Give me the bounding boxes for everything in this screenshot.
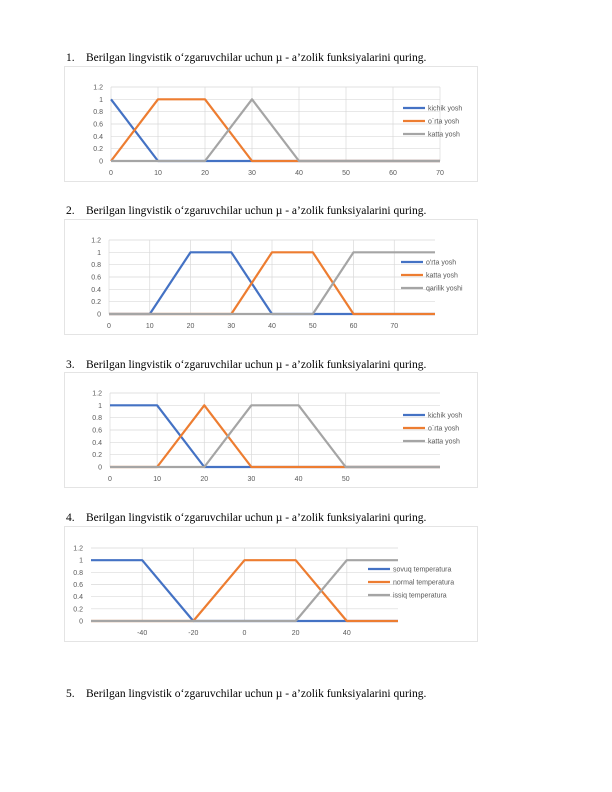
legend-label: katta yosh [426, 272, 458, 280]
legend-label: kichik yosh [428, 412, 463, 420]
y-tick-label: 1 [98, 402, 102, 410]
legend-label: o`rta yosh [428, 118, 460, 126]
task-2-heading [66, 205, 426, 217]
x-tick-label: 30 [247, 476, 256, 483]
legend-label: sovuq temperatura [393, 566, 452, 574]
task-number: 1. [66, 52, 75, 64]
x-tick-label: -40 [137, 630, 148, 637]
task-number: 2. [66, 205, 75, 217]
y-tick-label: 1.2 [92, 390, 102, 398]
legend-label: o'rta yosh [426, 259, 457, 267]
task-text: Berilgan lingvistik o‘zgaruvchilar uchun µ - a’zolik funksiyalarini quring. [86, 688, 427, 700]
task-number: 5. [66, 688, 75, 700]
task-5-heading [66, 688, 426, 700]
task-text: Berilgan lingvistik o‘zgaruvchilar uchun µ - a’zolik funksiyalarini quring. [86, 205, 427, 217]
x-tick-label: 50 [342, 170, 350, 177]
y-tick-label: 1.2 [91, 237, 101, 245]
x-tick-label: 0 [242, 630, 247, 637]
chart-3-svg [65, 373, 479, 489]
chart-4 [64, 526, 478, 642]
series-line-3 [111, 99, 440, 161]
series-line-3 [110, 405, 440, 467]
y-tick-label: 1.2 [93, 84, 103, 92]
y-tick-label: 0.4 [91, 286, 101, 294]
x-tick-label: 40 [294, 476, 303, 483]
y-tick-label: 0.6 [91, 274, 101, 282]
y-tick-label: 0.8 [73, 569, 83, 577]
x-tick-label: 10 [153, 476, 162, 483]
chart-4-svg [65, 527, 479, 643]
task-number: 4. [66, 512, 75, 524]
y-tick-label: 0 [99, 158, 103, 166]
chart-1-svg [65, 67, 479, 183]
y-tick-label: 0.2 [93, 146, 103, 154]
y-tick-label: 1 [99, 96, 103, 104]
y-tick-label: 0.2 [92, 452, 102, 460]
y-tick-label: 0 [97, 311, 101, 319]
x-tick-label: 40 [342, 630, 351, 637]
y-tick-label: 0.6 [92, 427, 102, 435]
chart-2 [64, 219, 478, 335]
y-tick-label: 0.8 [93, 109, 103, 117]
x-tick-label: 70 [436, 170, 444, 177]
x-tick-label: 20 [200, 476, 209, 483]
y-tick-label: 1 [79, 557, 83, 565]
task-text: Berilgan lingvistik o‘zgaruvchilar uchun µ - a’zolik funksiyalarini quring. [86, 359, 427, 371]
y-tick-label: 0.4 [73, 594, 83, 602]
x-tick-label: 0 [109, 170, 113, 177]
y-tick-label: 0.8 [91, 262, 101, 270]
legend-label: katta yosh [428, 438, 460, 446]
x-tick-label: 20 [201, 170, 209, 177]
task-3-heading [66, 359, 426, 371]
x-tick-label: 10 [154, 170, 162, 177]
y-tick-label: 0 [79, 618, 83, 626]
x-tick-label: 20 [186, 323, 195, 330]
y-tick-label: 0.2 [73, 606, 83, 614]
x-tick-label: 40 [295, 170, 303, 177]
x-tick-label: 10 [145, 323, 154, 330]
y-tick-label: 0.4 [92, 439, 102, 447]
task-text: Berilgan lingvistik o‘zgaruvchilar uchun µ - a’zolik funksiyalarini quring. [86, 52, 427, 64]
y-tick-label: 1 [97, 249, 101, 257]
chart-3 [64, 372, 478, 488]
x-tick-label: 40 [268, 323, 276, 330]
x-tick-label: 30 [227, 323, 236, 330]
y-tick-label: 0.2 [91, 299, 101, 307]
legend-label: kichik yosh [428, 105, 463, 113]
task-4-heading [66, 512, 426, 524]
x-tick-label: 60 [389, 170, 397, 177]
x-tick-label: 0 [107, 323, 111, 330]
task-1-heading [66, 52, 426, 64]
y-tick-label: 0 [98, 464, 102, 472]
x-tick-label: -20 [188, 630, 199, 637]
x-tick-label: 70 [390, 323, 399, 330]
y-tick-label: 0.6 [73, 582, 83, 589]
x-tick-label: 0 [108, 476, 112, 483]
x-tick-label: 50 [308, 323, 317, 330]
x-tick-label: 20 [291, 630, 300, 637]
y-tick-label: 0.6 [93, 121, 103, 129]
task-text: Berilgan lingvistik o‘zgaruvchilar uchun µ - a’zolik funksiyalarini quring. [86, 512, 427, 524]
legend-label: qarilik yoshi [426, 285, 463, 293]
legend-label: katta yosh [428, 131, 460, 139]
legend-label: o`rta yosh [428, 425, 460, 433]
x-tick-label: 50 [341, 476, 350, 483]
y-tick-label: 1.2 [73, 545, 83, 553]
legend-label: normal temperatura [393, 579, 455, 587]
chart-1 [64, 66, 478, 182]
task-number: 3. [66, 359, 75, 371]
chart-2-svg [65, 220, 479, 336]
legend-label: issiq temperatura [393, 592, 447, 600]
series-line-1 [110, 405, 440, 467]
x-tick-label: 30 [248, 170, 256, 177]
series-line-2 [110, 405, 440, 467]
x-tick-label: 60 [349, 323, 358, 330]
y-tick-label: 0.8 [92, 415, 102, 423]
y-tick-label: 0.4 [93, 133, 103, 141]
